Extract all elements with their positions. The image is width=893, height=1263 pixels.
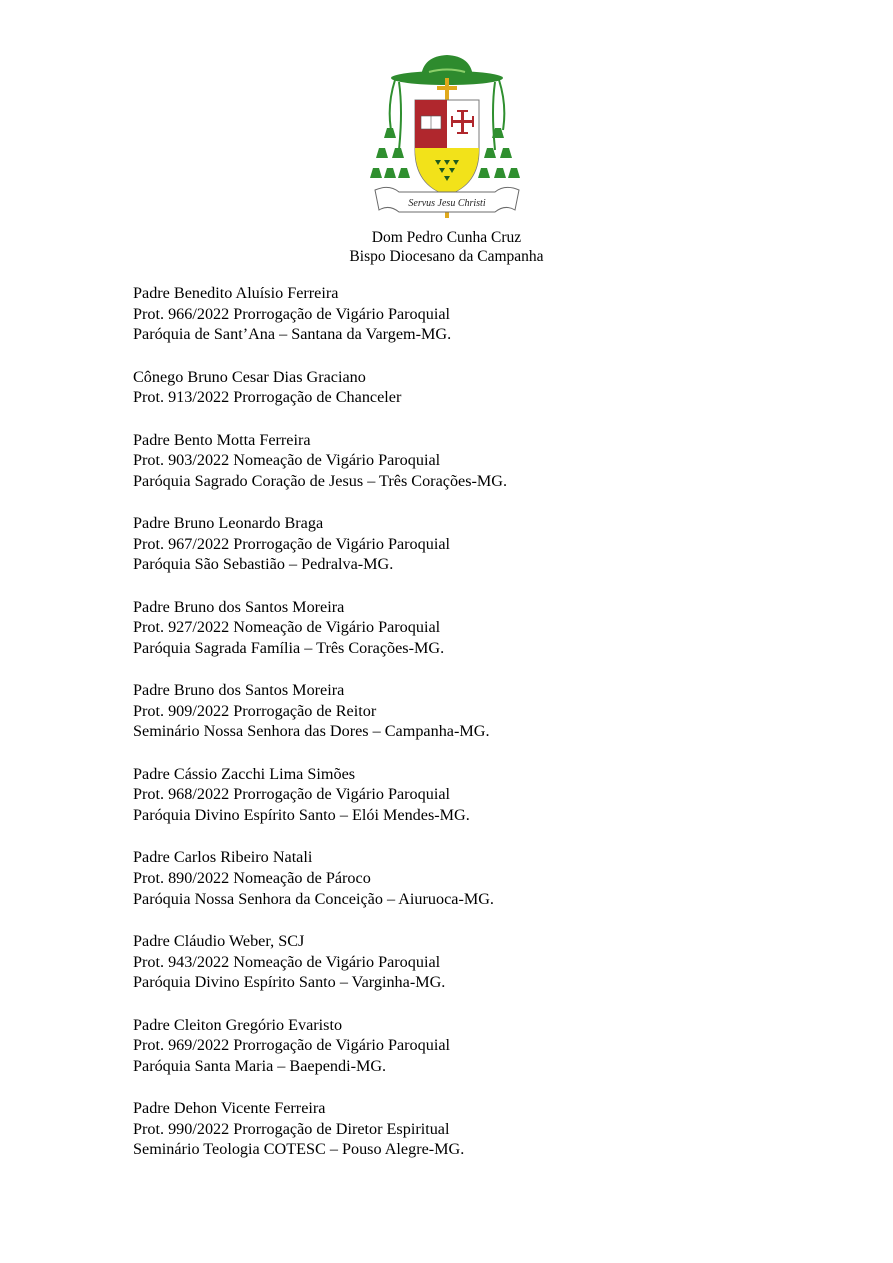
- entry-name: Padre Bruno Leonardo Braga: [133, 514, 324, 533]
- entry-name: Padre Dehon Vicente Ferreira: [133, 1099, 326, 1118]
- entry-protocol: Prot. 913/2022 Prorrogação de Chanceler: [133, 388, 402, 407]
- entry-location: Paróquia Santa Maria – Baependi-MG.: [133, 1056, 387, 1075]
- entry-protocol: Prot. 943/2022 Nomeação de Vigário Paroquial: [133, 952, 441, 971]
- entry-protocol: Prot. 890/2022 Nomeação de Pároco: [133, 869, 371, 888]
- appointment-entry: [133, 513, 833, 575]
- entry-protocol: Prot. 903/2022 Nomeação de Vigário Paroquial: [133, 451, 441, 470]
- entry-location: Paróquia Sagrado Coração de Jesus – Três Corações-MG.: [133, 471, 508, 490]
- motto-text: Servus Jesu Christi: [407, 198, 486, 209]
- entry-name: Cônego Bruno Cesar Dias Graciano: [133, 367, 366, 386]
- entry-name: Padre Cleiton Gregório Evaristo: [133, 1015, 343, 1034]
- entry-protocol: Prot. 990/2022 Prorrogação de Diretor Espiritual: [133, 1119, 450, 1138]
- entry-name: Padre Bento Motta Ferreira: [133, 430, 311, 449]
- entry-location: Paróquia Divino Espírito Santo – Elói Mendes-MG.: [133, 806, 470, 825]
- appointment-entry: [133, 367, 833, 408]
- entry-location: Paróquia São Sebastião – Pedralva-MG.: [133, 555, 394, 574]
- entry-location: Paróquia Nossa Senhora da Conceição – Aiuruoca-MG.: [133, 889, 494, 908]
- entry-location: Seminário Teologia COTESC – Pouso Alegre-MG.: [133, 1140, 465, 1159]
- entry-location: Seminário Nossa Senhora das Dores – Campanha-MG.: [133, 722, 490, 741]
- appointment-entry: [133, 847, 833, 909]
- entry-protocol: Prot. 966/2022 Prorrogação de Vigário Paroquial: [133, 304, 451, 323]
- bishop-name: Dom Pedro Cunha Cruz: [371, 229, 522, 246]
- entry-location: Paróquia Divino Espírito Santo – Varginha-MG.: [133, 973, 446, 992]
- entry-name: Padre Carlos Ribeiro Natali: [133, 848, 313, 867]
- entry-protocol: Prot. 909/2022 Prorrogação de Reitor: [133, 701, 377, 720]
- entry-protocol: Prot. 927/2022 Nomeação de Vigário Paroquial: [133, 618, 441, 637]
- entry-name: Padre Bruno dos Santos Moreira: [133, 597, 345, 616]
- episcopal-coat-of-arms-icon: [369, 50, 525, 228]
- entry-location: Paróquia Sagrada Família – Três Corações-MG.: [133, 638, 445, 657]
- appointment-entry: [133, 931, 833, 993]
- entry-name: Padre Benedito Aluísio Ferreira: [133, 284, 339, 302]
- entry-protocol: Prot. 969/2022 Prorrogação de Vigário Paroquial: [133, 1036, 451, 1055]
- document-header: [0, 50, 893, 266]
- appointment-entry: [133, 1015, 833, 1077]
- entry-name: Padre Cássio Zacchi Lima Simões: [133, 764, 356, 783]
- entry-protocol: Prot. 967/2022 Prorrogação de Vigário Paroquial: [133, 534, 451, 553]
- entry-location: Paróquia de Sant’Ana – Santana da Vargem-MG.: [133, 325, 452, 344]
- entry-protocol: Prot. 968/2022 Prorrogação de Vigário Paroquial: [133, 785, 451, 804]
- entry-name: Padre Cláudio Weber, SCJ: [133, 932, 305, 951]
- appointment-entry: [133, 283, 833, 345]
- appointments-list: [133, 283, 833, 1182]
- appointment-entry: [133, 1098, 833, 1160]
- appointment-entry: [133, 430, 833, 492]
- appointment-entry: [133, 680, 833, 742]
- appointment-entry: [133, 764, 833, 826]
- appointment-entry: [133, 597, 833, 659]
- entry-name: Padre Bruno dos Santos Moreira: [133, 681, 345, 700]
- bishop-title: Bispo Diocesano da Campanha: [349, 248, 544, 265]
